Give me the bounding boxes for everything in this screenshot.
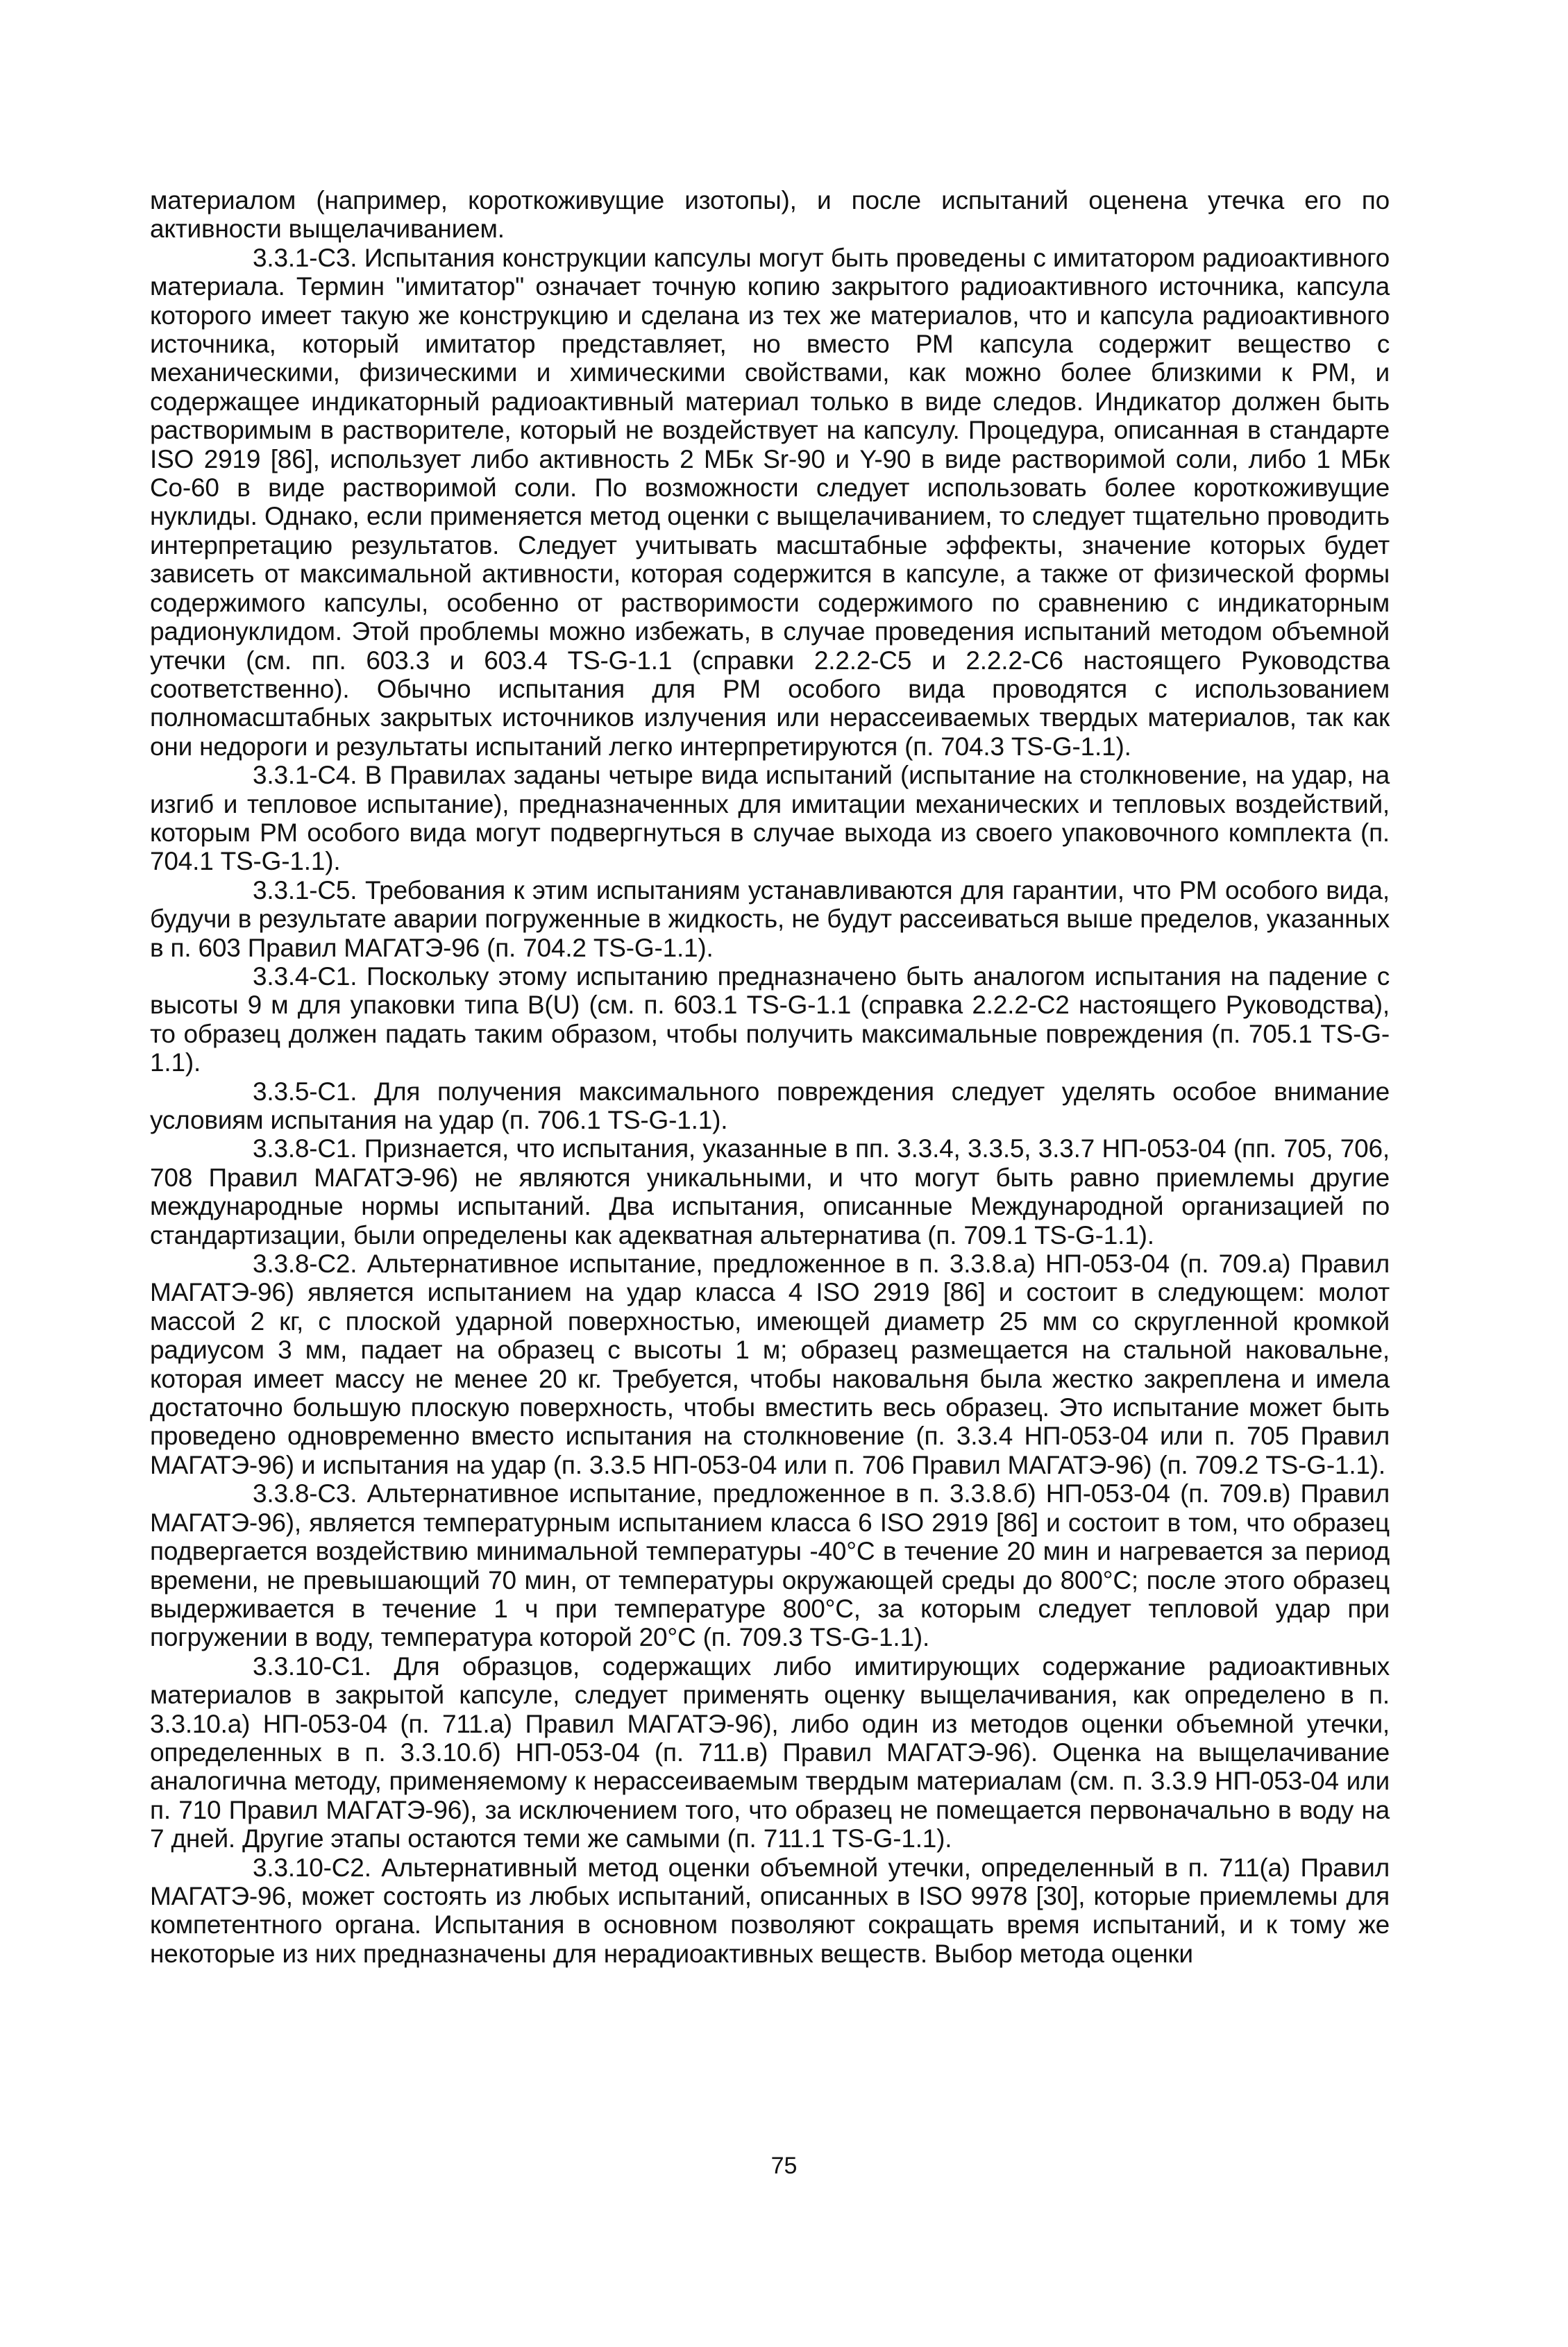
paragraph-continuation: материалом (например, короткоживущие изотопы), и после испытаний оценена утечка его по активности выщелачиванием. [150,186,1390,244]
page-number: 75 [770,2153,798,2179]
paragraph-3-3-1-c3: 3.3.1-С3. Испытания конструкции капсулы могут быть проведены с имитатором радиоактивного материала. Термин "имитатор" означает точную копию закрытого радиоактивного источника, капсула которого имеет такую же конструкцию и сделана из тех же материалов, что и капсула радиоактивного источника, который имитатор представляет, но вместо РМ капсула содержит вещество с механическими, физическими и химическими свойствами, как можно более близкими к РМ, и содержащее индикаторный радиоактивный материал только в виде следов. Индикатор должен быть растворимым в растворителе, который не воздействует на капсулу. Процедура, описанная в стандарте ISO 2919 [86], использует либо активность 2 МБк Sr-90 и Y-90 в виде растворимой соли, либо 1 МБк Со-60 в виде растворимой соли. По возможности следует использовать более короткоживущие нуклиды. Однако, если применяется метод оценки с выщелачиванием, то следует тщательно проводить интерпретацию результатов. Следует учитывать масштабные эффекты, значение которых будет зависеть от максимальной активности, которая содержится в капсуле, а также от физической формы содержимого капсулы, особенно от растворимости содержимого по сравнению с индикаторным радионуклидом. Этой проблемы можно избежать, в случае проведения испытаний методом объемной утечки (см. пп. 603.3 и 603.4 TS-G-1.1 (справки 2.2.2-С5 и 2.2.2-С6 настоящего Руководства соответственно). Обычно испытания для РМ особого вида проводятся с использованием полномасштабных закрытых источников излучения или нерассеиваемых твердых материалов, так как они недороги и результаты испытаний легко интерпретируются (п. 704.3 TS-G-1.1). [150,243,1390,761]
paragraph-3-3-8-c1: 3.3.8-С1. Признается, что испытания, указанные в пп. 3.3.4, 3.3.5, 3.3.7 НП-053-04 (пп. 705, 706, 708 Правил МАГАТЭ-96) не являются уникальными, и что могут быть равно приемлемы другие международные нормы испытаний. Два испытания, описанные Международной организацией по стандартизации, были определены как адекватная альтернатива (п. 709.1 TS-G-1.1). [150,1134,1390,1250]
paragraph-3-3-8-c2: 3.3.8-С2. Альтернативное испытание, предложенное в п. 3.3.8.а) НП-053-04 (п. 709.а) Правил МАГАТЭ-96) является испытанием на удар класса 4 ISO 2919 [86] и состоит в следующем: молот массой 2 кг, с плоской ударной поверхностью, имеющей диаметр 25 мм со скругленной кромкой радиусом 3 мм, падает на образец с высоты 1 м; образец размещается на стальной наковальне, которая имеет массу не менее 20 кг. Требуется, чтобы наковальня была жестко закреплена и имела достаточно большую плоскую поверхность, чтобы вместить весь образец. Это испытание может быть проведено одновременно вместо испытания на столкновение (п. 3.3.4 НП-053-04 или п. 705 Правил МАГАТЭ-96) и испытания на удар (п. 3.3.5 НП-053-04 или п. 706 Правил МАГАТЭ-96) (п. 709.2 TS-G-1.1). [150,1250,1390,1479]
document-body [150,186,1390,1968]
paragraph-3-3-1-c5: 3.3.1-С5. Требования к этим испытаниям устанавливаются для гарантии, что РМ особого вида, будучи в результате аварии погруженные в жидкость, не будут рассеиваться выше пределов, указанных в п. 603 Правил МАГАТЭ-96 (п. 704.2 TS-G-1.1). [150,875,1390,962]
paragraph-3-3-10-c1: 3.3.10-С1. Для образцов, содержащих либо имитирующих содержание радиоактивных материалов в закрытой капсуле, следует применять оценку выщелачивания, как определено в п. 3.3.10.а) НП-053-04 (п. 711.а) Правил МАГАТЭ-96), либо один из методов оценки объемной утечки, определенных в п. 3.3.10.б) НП-053-04 (п. 711.в) Правил МАГАТЭ-96). Оценка на выщелачивание аналогична методу, применяемому к нерассеиваемым твердым материалам (см. п. 3.3.9 НП-053-04 или п. 710 Правил МАГАТЭ-96), за исключением того, что образец не помещается первоначально в воду на 7 дней. Другие этапы остаются теми же самыми (п. 711.1 TS-G-1.1). [150,1651,1390,1853]
paragraph-3-3-8-c3: 3.3.8-С3. Альтернативное испытание, предложенное в п. 3.3.8.б) НП-053-04 (п. 709.в) Правил МАГАТЭ-96), является температурным испытанием класса 6 ISO 2919 [86] и состоит в том, что образец подвергается воздействию минимальной температуры -40°С в течение 20 мин и нагревается за период времени, не превышающий 70 мин, от температуры окружающей среды до 800°С; после этого образец выдерживается в течение 1 ч при температуре 800°С, за которым следует тепловой удар при погружении в воду, температура которой 20°С (п. 709.3 TS-G-1.1). [150,1479,1390,1652]
paragraph-3-3-5-c1: 3.3.5-С1. Для получения максимального повреждения следует уделять особое внимание условиям испытания на удар (п. 706.1 TS-G-1.1). [150,1077,1390,1134]
paragraph-3-3-1-c4: 3.3.1-С4. В Правилах заданы четыре вида испытаний (испытание на столкновение, на удар, на изгиб и тепловое испытание), предназначенных для имитации механических и тепловых воздействий, которым РМ особого вида могут подвергнуться в случае выхода из своего упаковочного комплекта (п. 704.1 TS-G-1.1). [150,761,1390,876]
paragraph-3-3-10-c2: 3.3.10-С2. Альтернативный метод оценки объемной утечки, определенный в п. 711(а) Правил МАГАТЭ-96, может состоять из любых испытаний, описанных в ISO 9978 [30], которые приемлемы для компетентного органа. Испытания в основном позволяют сокращать время испытаний, и к тому же некоторые из них предназначены для нерадиоактивных веществ. Выбор метода оценки [150,1853,1390,1968]
paragraph-3-3-4-c1: 3.3.4-С1. Поскольку этому испытанию предназначено быть аналогом испытания на падение с высоты 9 м для упаковки типа В(U) (см. п. 603.1 TS-G-1.1 (справка 2.2.2-С2 настоящего Руководства), то образец должен падать таким образом, чтобы получить максимальные повреждения (п. 705.1 TS-G-1.1). [150,961,1390,1077]
